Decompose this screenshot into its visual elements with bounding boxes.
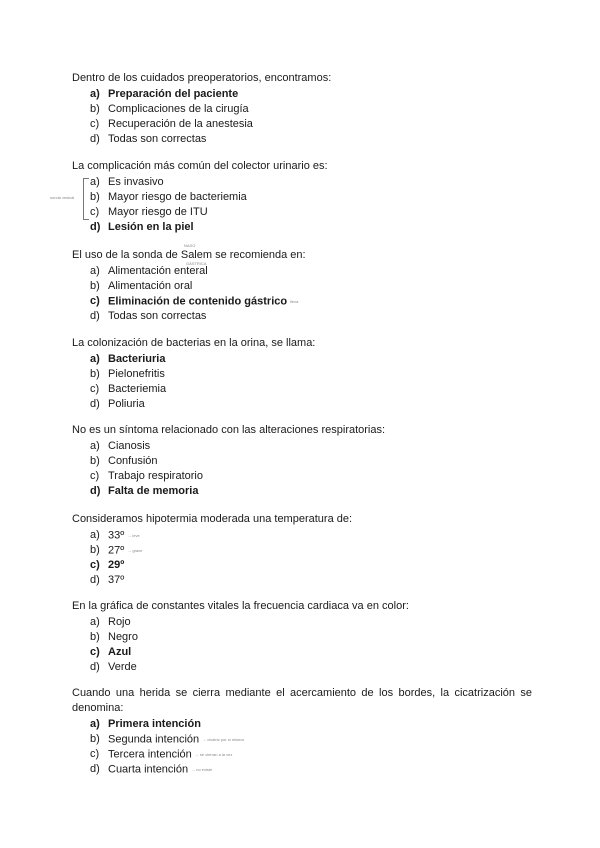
option-d: d) Verde	[90, 661, 137, 673]
question-text: En la gráfica de constantes vitales la frecuencia cardiaca va en color:	[72, 600, 409, 612]
option-d: d) Cuarta intención → no existe	[90, 763, 213, 776]
question-2	[72, 159, 532, 235]
option-c: c) Mayor riesgo de ITU	[90, 206, 208, 218]
question-text: No es un síntoma relacionado con las alteraciones respiratorias:	[72, 424, 386, 436]
option-a: a) Es invasivo	[90, 176, 164, 188]
question-text: Cuando una herida se cierra mediante el acercamiento de los bordes, la cicatrización se denomina:	[72, 687, 532, 714]
option-c: c) Recuperación de la anestesia	[90, 118, 253, 130]
option-d: d) Falta de memoria	[90, 485, 199, 497]
option-b: b) Alimentación oral	[90, 280, 193, 292]
option-b: b) Mayor riesgo de bacteriemia	[90, 191, 247, 203]
option-c: c) Bacteriemia	[90, 383, 167, 395]
question-3	[72, 248, 532, 324]
question-4	[72, 336, 532, 412]
question-8	[72, 686, 532, 777]
option-b: b) Confusión	[90, 455, 158, 467]
option-c: c) 29º	[90, 559, 125, 571]
option-b: b) Segunda intención → cicatriz por sí misma	[90, 733, 244, 746]
option-a: a) Cianosis	[90, 440, 151, 452]
option-c: c) Azul	[90, 646, 132, 658]
question-text: Dentro de los cuidados preoperatorios, encontramos:	[72, 72, 332, 84]
option-a: a) Bacteriuria	[90, 353, 166, 365]
handwritten-note: → cicatriz por sí misma	[202, 737, 244, 742]
option-a: a) Primera intención	[90, 718, 201, 730]
option-a: a) Rojo	[90, 616, 131, 628]
question-6	[72, 512, 532, 588]
question-text: La colonización de bacterias en la orina, se llama:	[72, 337, 316, 349]
handwritten-note: lleva	[290, 299, 299, 304]
option-d: d) Lesión en la piel	[90, 221, 194, 233]
handwritten-note: → se cierran a la vez	[194, 752, 233, 757]
option-a: a) 33º → leve	[90, 529, 140, 542]
handwritten-note: → no existe	[191, 767, 213, 772]
option-b: b) Pielonefritis	[90, 368, 165, 380]
option-c: c) Eliminación de contenido gástrico lleva	[90, 295, 299, 308]
question-5	[72, 423, 532, 499]
option-b: b) 27º → grave	[90, 544, 143, 557]
question-text: La complicación más común del colector urinario es:	[72, 160, 328, 172]
question-7	[72, 599, 532, 675]
question-text: Consideramos hipotermia moderada una temperatura de:	[72, 513, 353, 525]
option-b: b) Negro	[90, 631, 138, 643]
handwritten-note: → leve	[127, 533, 140, 538]
option-d: d) 37º	[90, 574, 125, 586]
question-text: El uso de la sonda de Salem se recomienda en:	[72, 249, 306, 261]
option-a: a) Alimentación enteral	[90, 265, 208, 277]
option-d: d) Todas son correctas	[90, 133, 207, 145]
handwritten-note: → grave	[127, 548, 143, 553]
option-c: c) Tercera intención → se cierran a la vez	[90, 748, 233, 761]
question-1	[72, 71, 532, 147]
option-c: c) Trabajo respiratorio	[90, 470, 203, 482]
handwritten-note-sonda: sonda vesical	[50, 195, 75, 200]
option-a: a) Preparación del paciente	[90, 88, 239, 100]
option-d: d) Poliuria	[90, 398, 145, 410]
option-d: d) Todas son correctas	[90, 310, 207, 322]
handwritten-note-gastrica: GÁSTRICA	[186, 261, 207, 266]
option-b: b) Complicaciones de la cirugía	[90, 103, 249, 115]
handwritten-note-naso: NASO	[184, 243, 196, 248]
